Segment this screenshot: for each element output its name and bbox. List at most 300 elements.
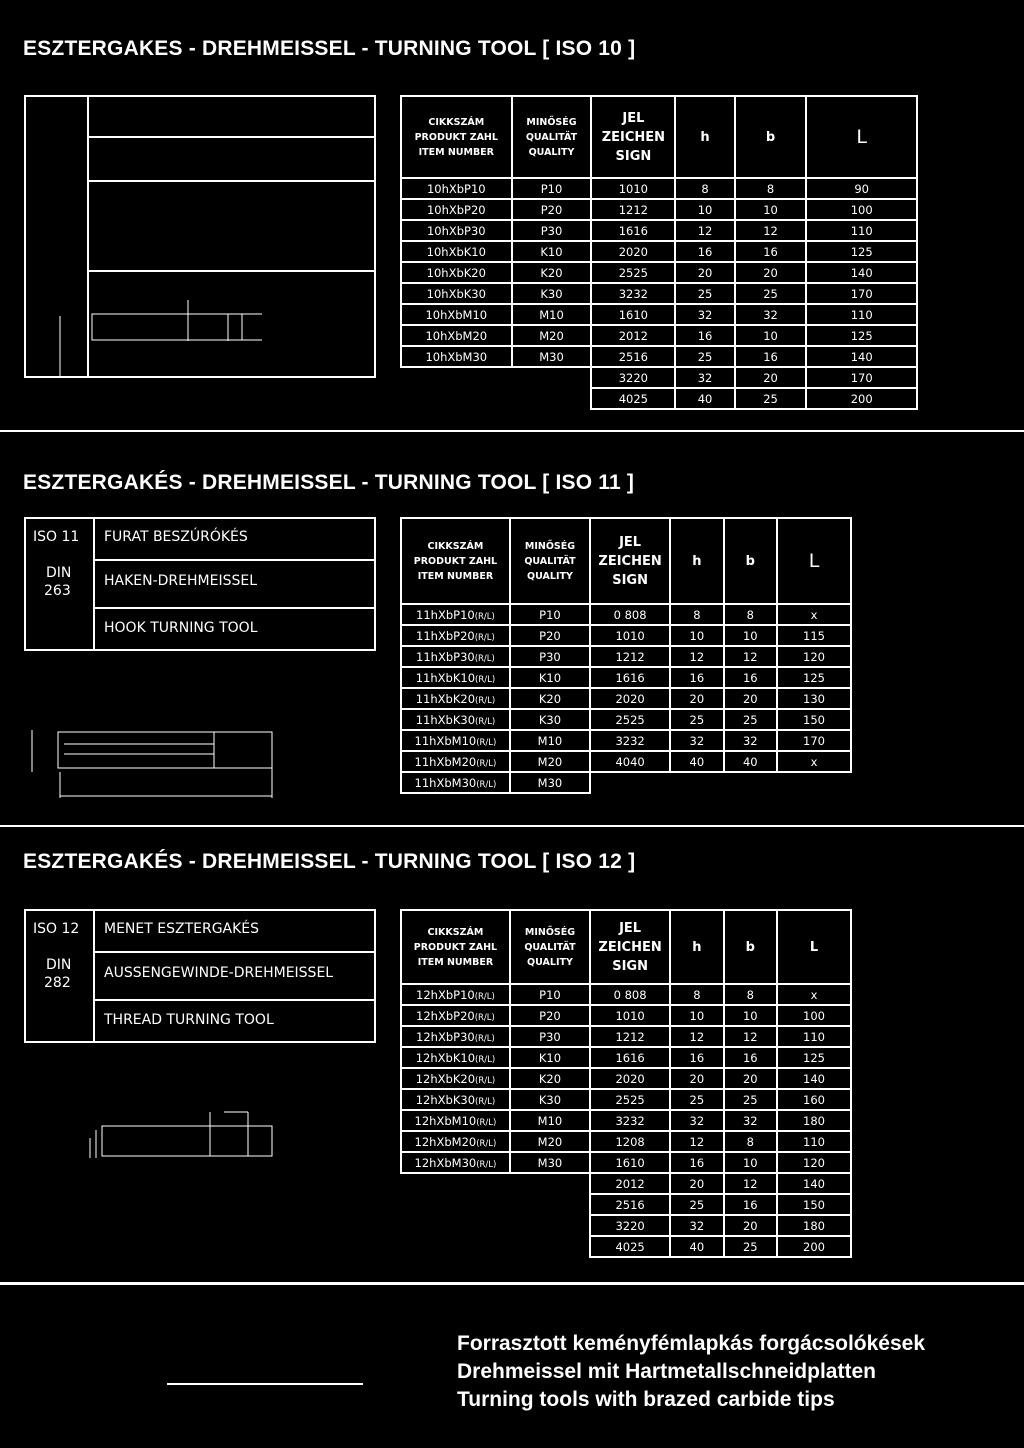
din-number: 263 — [44, 583, 71, 599]
empty-cell — [401, 1194, 510, 1215]
sign-cell: 1208 — [590, 1131, 670, 1152]
empty-cell — [401, 1173, 510, 1194]
item-suffix: (R/L) — [475, 1075, 496, 1086]
sign-cell: 1616 — [590, 1047, 670, 1068]
item-number: 10hXbP30 — [426, 223, 486, 238]
iso-code: ISO 12 — [33, 921, 80, 937]
table-row — [401, 199, 917, 220]
h-cell: 12 — [670, 646, 723, 667]
b-cell: 12 — [724, 1173, 777, 1194]
tool-name-de: HAKEN-DREHMEISSEL — [104, 573, 258, 589]
empty-cell — [777, 772, 851, 793]
sign-cell: 1610 — [591, 304, 675, 325]
item-number: 12hXbM10 — [414, 1113, 477, 1128]
sign-cell: 2012 — [591, 325, 675, 346]
l-cell: 200 — [777, 1236, 851, 1257]
h-cell: 32 — [675, 367, 734, 388]
h-cell: 12 — [670, 1131, 723, 1152]
b-cell: 25 — [724, 1236, 777, 1257]
h-cell: 25 — [670, 709, 723, 730]
item-suffix: (R/L) — [474, 991, 495, 1002]
b-cell: 32 — [724, 1110, 777, 1131]
item-suffix: (R/L) — [474, 611, 495, 622]
h-cell: 25 — [670, 1194, 723, 1215]
b-cell: 12 — [724, 1026, 777, 1047]
section-title-iso10: ESZTERGAKES - DREHMEISSEL - TURNING TOOL [ ISO 10 ] — [23, 37, 636, 60]
h-cell: 25 — [675, 283, 734, 304]
footer-line-de: Drehmeissel mit Hartmetallschneidplatten — [457, 1360, 876, 1383]
b-cell: 16 — [735, 241, 807, 262]
quality-cell: K30 — [510, 1089, 590, 1110]
table-row — [401, 1110, 851, 1131]
item-number: 10hXbK30 — [426, 286, 486, 301]
h-cell: 40 — [670, 751, 723, 772]
sign-cell: 1010 — [590, 625, 670, 646]
item-number-cell — [401, 1110, 510, 1131]
table-row — [401, 772, 851, 793]
quality-cell: P10 — [510, 984, 590, 1005]
sign-cell: 3232 — [590, 1110, 670, 1131]
item-suffix: (R/L) — [476, 1117, 497, 1128]
l-cell: 130 — [777, 688, 851, 709]
b-cell: 20 — [735, 367, 807, 388]
b-cell: 10 — [724, 1152, 777, 1173]
empty-cell — [401, 1236, 510, 1257]
l-cell: 100 — [806, 199, 917, 220]
item-number: 12hXbP10 — [416, 987, 475, 1002]
item-number: 10hXbM10 — [425, 307, 488, 322]
h-cell: 16 — [670, 1047, 723, 1068]
section-title-iso12: ESZTERGAKÉS - DREHMEISSEL - TURNING TOOL [ ISO 12 ] — [23, 850, 636, 873]
table-row — [401, 220, 917, 241]
din-label: DIN — [46, 957, 72, 973]
l-cell: 115 — [777, 625, 851, 646]
tool-name-en: HOOK TURNING TOOL — [104, 620, 258, 636]
item-suffix: (R/L) — [474, 653, 495, 664]
item-number-cell — [401, 178, 512, 199]
table-row — [401, 1026, 851, 1047]
quality-cell: K30 — [510, 709, 590, 730]
b-cell: 20 — [724, 1215, 777, 1236]
b-cell: 40 — [724, 751, 777, 772]
item-number: 12hXbM20 — [414, 1134, 477, 1149]
sign-cell: 3232 — [590, 730, 670, 751]
h-cell: 16 — [670, 667, 723, 688]
l-cell: 125 — [777, 667, 851, 688]
table-row — [401, 346, 917, 367]
item-suffix: (R/L) — [476, 758, 497, 769]
h-cell: 32 — [675, 304, 734, 325]
l-cell: 140 — [777, 1173, 851, 1194]
table-row — [401, 1215, 851, 1236]
item-number-cell — [401, 1068, 510, 1089]
item-number-cell — [401, 688, 510, 709]
h-cell: 20 — [670, 1068, 723, 1089]
sign-cell: 2516 — [591, 346, 675, 367]
b-cell: 20 — [724, 1068, 777, 1089]
tool-sketch-iso12 — [60, 1108, 280, 1158]
empty-cell — [401, 367, 512, 388]
item-number-cell — [401, 1047, 510, 1068]
item-number-cell — [401, 283, 512, 304]
item-number: 11hXbM30 — [414, 775, 477, 790]
table-row — [401, 625, 851, 646]
table-row — [401, 751, 851, 772]
b-cell: 25 — [735, 388, 807, 409]
sign-cell: 0 808 — [590, 604, 670, 625]
b-cell: 12 — [735, 220, 807, 241]
sign-cell: 0 808 — [590, 984, 670, 1005]
l-cell: 110 — [777, 1026, 851, 1047]
item-number: 12hXbK20 — [415, 1071, 476, 1086]
item-suffix: (R/L) — [475, 695, 496, 706]
item-suffix: (R/L) — [474, 632, 495, 643]
h-cell: 16 — [675, 241, 734, 262]
sign-cell: 3220 — [591, 367, 675, 388]
empty-cell — [724, 772, 777, 793]
l-cell: 150 — [777, 709, 851, 730]
tool-drawing-iso10 — [24, 95, 376, 378]
sign-cell: 1212 — [591, 199, 675, 220]
l-cell: 140 — [777, 1068, 851, 1089]
item-number: 10hXbM30 — [425, 349, 488, 364]
footer-rule — [167, 1383, 363, 1385]
quality-cell: P20 — [510, 1005, 590, 1026]
table-row — [401, 1047, 851, 1068]
item-number: 10hXbP10 — [426, 181, 486, 196]
item-suffix: (R/L) — [474, 1033, 495, 1044]
h-cell: 20 — [675, 262, 734, 283]
b-cell: 25 — [724, 1089, 777, 1110]
empty-cell — [401, 1215, 510, 1236]
h-cell: 10 — [670, 625, 723, 646]
h-cell: 32 — [670, 730, 723, 751]
l-cell: 125 — [777, 1047, 851, 1068]
item-number: 10hXbM20 — [425, 328, 488, 343]
h-cell: 20 — [670, 688, 723, 709]
h-cell: 10 — [670, 1005, 723, 1026]
l-cell: 90 — [806, 178, 917, 199]
quality-cell: K20 — [510, 688, 590, 709]
sign-cell: 2525 — [590, 1089, 670, 1110]
quality-cell: P10 — [512, 178, 592, 199]
tool-name-de: AUSSENGEWINDE-DREHMEISSEL — [104, 965, 334, 981]
l-cell: 180 — [777, 1110, 851, 1131]
item-number-cell — [401, 262, 512, 283]
b-cell: 8 — [724, 984, 777, 1005]
b-cell: 16 — [735, 346, 807, 367]
quality-cell: K10 — [510, 667, 590, 688]
item-number: 10hXbP20 — [426, 202, 486, 217]
empty-cell — [510, 1173, 590, 1194]
sign-cell: 1212 — [590, 1026, 670, 1047]
din-number: 282 — [44, 975, 71, 991]
h-cell: 40 — [675, 388, 734, 409]
item-number-cell — [401, 199, 512, 220]
table-row — [401, 1089, 851, 1110]
tool-label-box-iso11 — [24, 517, 376, 651]
table-row — [401, 283, 917, 304]
sign-cell: 2020 — [590, 688, 670, 709]
sign-cell: 1610 — [590, 1152, 670, 1173]
item-number: 11hXbK30 — [415, 712, 476, 727]
b-cell: 10 — [724, 1005, 777, 1026]
empty-cell — [510, 1215, 590, 1236]
empty-cell — [510, 1236, 590, 1257]
table-row — [401, 367, 917, 388]
l-cell: 150 — [777, 1194, 851, 1215]
sign-cell: 2516 — [590, 1194, 670, 1215]
table-row — [401, 1194, 851, 1215]
table-row — [401, 604, 851, 625]
b-cell: 10 — [735, 199, 807, 220]
spec-table-iso11: CIKKSZÁM PRODUKT ZAHL ITEM NUMBER MINŐSÉG QUALITÄT QUALITY JEL ZEICHEN SIGN h b L 11hXbP10(R/L) P10 0 808 8 8 x 11hXbP20(R/L) P20 1010 10 10 115 11hXbP30(R/L) P30 1212 12 12 120 11hXbK10(R/L) K10 1616 16 16 125 11hXbK20(R/L) K20 2020 20 20 130 11hXbK30(R/L) K30 2525 25 25 150 11hXbM10(R/L) M10 3232 32 32 170 11hXbM20(R/L) M20 4040 40 40 x 11hXbM30(R/L) M30 — [400, 517, 852, 794]
b-cell: 16 — [724, 667, 777, 688]
sign-cell: 1212 — [590, 646, 670, 667]
b-cell: 32 — [724, 730, 777, 751]
item-number: 12hXbK10 — [415, 1050, 476, 1065]
b-cell: 8 — [735, 178, 807, 199]
item-suffix: (R/L) — [476, 779, 497, 790]
quality-cell: M30 — [510, 772, 590, 793]
item-number-cell — [401, 325, 512, 346]
table-row — [401, 667, 851, 688]
item-number-cell — [401, 1026, 510, 1047]
spec-table-iso10: CIKKSZÁM PRODUKT ZAHL ITEM NUMBER MINŐSÉG QUALITÄT QUALITY JEL ZEICHEN SIGN h b L 10hXbP10 P10 1010 8 8 90 10hXbP20 P20 1212 10 10 100 10hXbP30 P30 1616 12 12 110 10hXbK10 K10 2020 16 16 125 10hXbK20 K20 2525 20 20 140 10hXbK30 K30 3232 25 25 170 10hXbM10 M10 1610 32 32 110 10hXbM20 M20 2012 16 10 125 10hXbM30 M30 2516 25 16 140 3220 32 20 170 4025 40 25 200 — [400, 95, 918, 410]
l-cell: 125 — [806, 241, 917, 262]
item-number: 11hXbP10 — [416, 607, 475, 622]
tool-name-hu: MENET ESZTERGAKÉS — [104, 921, 260, 937]
h-cell: 16 — [675, 325, 734, 346]
item-number-cell — [401, 625, 510, 646]
item-number-cell — [401, 241, 512, 262]
l-cell: 170 — [777, 730, 851, 751]
spec-table-iso12: CIKKSZÁM PRODUKT ZAHL ITEM NUMBER MINŐSÉG QUALITÄT QUALITY JEL ZEICHEN SIGN h b L 12hXbP10(R/L) P10 0 808 8 8 x 12hXbP20(R/L) P20 1010 10 10 100 12hXbP30(R/L) P30 1212 12 12 110 12hXbK10(R/L) K10 1616 16 16 125 12hXbK20(R/L) K20 2020 20 20 140 12hXbK30(R/L) K30 2525 25 25 160 12hXbM10(R/L) M10 3232 32 32 180 12hXbM20(R/L) M20 1208 12 8 110 12hXbM30(R/L) M30 1610 16 10 120 2012 20 12 140 2516 25 16 150 3220 32 20 180 4025 40 25 200 — [400, 909, 852, 1258]
iso-code: ISO 11 — [33, 529, 80, 545]
sign-cell: 3220 — [590, 1215, 670, 1236]
l-cell: 110 — [806, 220, 917, 241]
empty-cell — [670, 772, 723, 793]
h-cell: 8 — [670, 604, 723, 625]
divider — [0, 825, 1024, 827]
item-number-cell — [401, 346, 512, 367]
table-row — [401, 984, 851, 1005]
b-cell: 20 — [735, 262, 807, 283]
sign-cell: 2020 — [590, 1068, 670, 1089]
l-cell: 120 — [777, 646, 851, 667]
sign-cell: 2525 — [590, 709, 670, 730]
item-number: 12hXbM30 — [414, 1155, 477, 1170]
table-row — [401, 178, 917, 199]
l-cell: 100 — [777, 1005, 851, 1026]
item-number: 12hXbP20 — [416, 1008, 475, 1023]
item-number: 10hXbK20 — [426, 265, 486, 280]
l-cell: x — [777, 984, 851, 1005]
item-number-cell — [401, 984, 510, 1005]
item-number: 11hXbK20 — [415, 691, 476, 706]
empty-cell — [512, 388, 592, 409]
l-cell: x — [777, 751, 851, 772]
h-cell: 32 — [670, 1110, 723, 1131]
l-cell: 110 — [806, 304, 917, 325]
quality-cell: K10 — [510, 1047, 590, 1068]
tool-sketch-iso11 — [24, 720, 284, 800]
h-cell: 12 — [675, 220, 734, 241]
h-cell: 8 — [675, 178, 734, 199]
l-cell: x — [777, 604, 851, 625]
item-number-cell — [401, 709, 510, 730]
divider — [0, 1282, 1024, 1285]
item-number-cell — [401, 220, 512, 241]
b-cell: 12 — [724, 646, 777, 667]
quality-cell: P30 — [510, 646, 590, 667]
empty-cell — [510, 1194, 590, 1215]
b-cell: 25 — [735, 283, 807, 304]
quality-cell: M20 — [510, 751, 590, 772]
item-number: 11hXbP30 — [416, 649, 475, 664]
table-row — [401, 1236, 851, 1257]
item-suffix: (R/L) — [475, 674, 496, 685]
quality-cell: K30 — [512, 283, 592, 304]
din-label: DIN — [46, 565, 72, 581]
quality-cell: K10 — [512, 241, 592, 262]
sign-cell: 2020 — [591, 241, 675, 262]
sign-cell: 2525 — [591, 262, 675, 283]
item-number: 12hXbK30 — [415, 1092, 476, 1107]
quality-cell: M20 — [510, 1131, 590, 1152]
l-cell: 140 — [806, 262, 917, 283]
item-suffix: (R/L) — [476, 1159, 497, 1170]
b-cell: 10 — [724, 625, 777, 646]
table-row — [401, 241, 917, 262]
l-cell: 180 — [777, 1215, 851, 1236]
item-number-cell — [401, 772, 510, 793]
tool-label-box-iso12 — [24, 909, 376, 1043]
sign-cell: 1616 — [590, 667, 670, 688]
item-number: 11hXbM20 — [414, 754, 477, 769]
sign-cell: 4025 — [591, 388, 675, 409]
item-number: 11hXbP20 — [416, 628, 475, 643]
table-row — [401, 730, 851, 751]
h-cell: 8 — [670, 984, 723, 1005]
b-cell: 20 — [724, 688, 777, 709]
table-row — [401, 688, 851, 709]
quality-cell: M30 — [512, 346, 592, 367]
footer-line-hu: Forrasztott keményfémlapkás forgácsolókések — [457, 1332, 926, 1355]
quality-cell: P20 — [512, 199, 592, 220]
quality-cell: M10 — [512, 304, 592, 325]
h-cell: 40 — [670, 1236, 723, 1257]
item-number-cell — [401, 1089, 510, 1110]
b-cell: 10 — [735, 325, 807, 346]
b-cell: 8 — [724, 1131, 777, 1152]
l-cell: 120 — [777, 1152, 851, 1173]
l-cell: 110 — [777, 1131, 851, 1152]
item-number-cell — [401, 646, 510, 667]
h-cell: 25 — [670, 1089, 723, 1110]
item-suffix: (R/L) — [474, 1012, 495, 1023]
quality-cell: M10 — [510, 1110, 590, 1131]
l-cell: 160 — [777, 1089, 851, 1110]
table-row — [401, 388, 917, 409]
quality-cell: P30 — [512, 220, 592, 241]
table-row — [401, 1152, 851, 1173]
h-cell: 16 — [670, 1152, 723, 1173]
b-cell: 16 — [724, 1194, 777, 1215]
table-row — [401, 1131, 851, 1152]
h-cell: 10 — [675, 199, 734, 220]
item-number-cell — [401, 304, 512, 325]
sign-cell: 1010 — [590, 1005, 670, 1026]
b-cell: 16 — [724, 1047, 777, 1068]
quality-cell: M30 — [510, 1152, 590, 1173]
empty-cell — [512, 367, 592, 388]
l-cell: 125 — [806, 325, 917, 346]
sign-cell: 4040 — [590, 751, 670, 772]
table-row — [401, 709, 851, 730]
quality-cell: K20 — [510, 1068, 590, 1089]
quality-cell: M10 — [510, 730, 590, 751]
tool-name-en: THREAD TURNING TOOL — [104, 1012, 274, 1028]
sign-cell: 2012 — [590, 1173, 670, 1194]
item-number: 11hXbM10 — [414, 733, 477, 748]
footer-line-en: Turning tools with brazed carbide tips — [457, 1388, 835, 1411]
sign-cell: 3232 — [591, 283, 675, 304]
item-number-cell — [401, 1005, 510, 1026]
item-number: 10hXbK10 — [426, 244, 486, 259]
sign-cell: 1616 — [591, 220, 675, 241]
section-title-iso11: ESZTERGAKÉS - DREHMEISSEL - TURNING TOOL [ ISO 11 ] — [23, 471, 635, 494]
l-cell: 170 — [806, 283, 917, 304]
quality-cell: P30 — [510, 1026, 590, 1047]
item-suffix: (R/L) — [476, 737, 497, 748]
item-number-cell — [401, 1152, 510, 1173]
table-row — [401, 646, 851, 667]
item-number-cell — [401, 1131, 510, 1152]
table-row — [401, 262, 917, 283]
divider — [0, 430, 1024, 432]
item-number-cell — [401, 667, 510, 688]
quality-cell: P10 — [510, 604, 590, 625]
b-cell: 32 — [735, 304, 807, 325]
l-cell: 140 — [806, 346, 917, 367]
table-row — [401, 1005, 851, 1026]
h-cell: 32 — [670, 1215, 723, 1236]
sign-cell: 1010 — [591, 178, 675, 199]
item-suffix: (R/L) — [475, 716, 496, 727]
item-suffix: (R/L) — [476, 1138, 497, 1149]
h-cell: 25 — [675, 346, 734, 367]
item-suffix: (R/L) — [475, 1054, 496, 1065]
item-number: 11hXbK10 — [415, 670, 476, 685]
footer-text — [457, 1330, 925, 1414]
item-number-cell — [401, 730, 510, 751]
table-row — [401, 325, 917, 346]
l-cell: 200 — [806, 388, 917, 409]
h-cell: 20 — [670, 1173, 723, 1194]
empty-cell — [401, 388, 512, 409]
empty-cell — [590, 772, 670, 793]
table-row — [401, 1173, 851, 1194]
table-row — [401, 1068, 851, 1089]
quality-cell: P20 — [510, 625, 590, 646]
b-cell: 8 — [724, 604, 777, 625]
item-number-cell — [401, 604, 510, 625]
item-number-cell — [401, 751, 510, 772]
quality-cell: M20 — [512, 325, 592, 346]
l-cell: 170 — [806, 367, 917, 388]
tool-name-hu: FURAT BESZÚRÓKÉS — [104, 529, 248, 545]
